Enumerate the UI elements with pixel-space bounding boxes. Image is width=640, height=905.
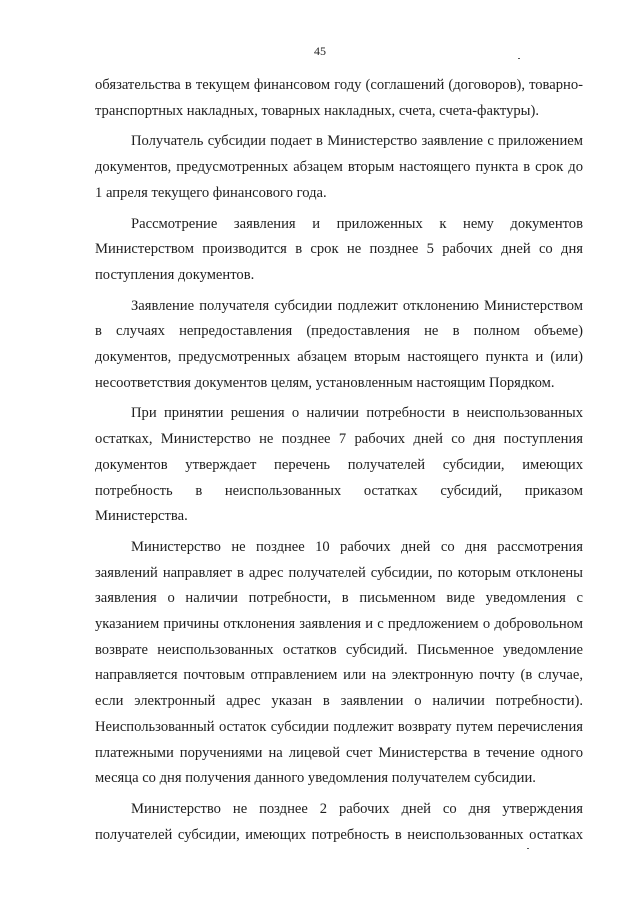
- paragraph: Заявление получателя субсидии подлежит отклонению Министерством в случаях непредоставления (предоставления не в полном объеме) документов, предусмотренных абзацем вторым настоящего пункта и (или) несоответствия документов целям, установленным настоящим Порядком.: [95, 297, 583, 391]
- document-body: [95, 73, 583, 848]
- paragraph: Получатель субсидии подает в Министерство заявление с приложением документов, предусмотренных абзацем вторым настоящего пункта в срок до 1 апреля текущего финансового года.: [95, 133, 583, 201]
- paragraph: Рассмотрение заявления и приложенных к нему документов Министерством производится в срок не позднее 5 рабочих дней со дня поступления документов.: [95, 215, 583, 283]
- scan-speck: [518, 58, 520, 59]
- paragraph: обязательства в текущем финансовом году (соглашений (договоров), товарно-транспортных накладных, товарных накладных, счета, счета-фактуры).: [95, 77, 583, 119]
- page-number: 45: [314, 44, 326, 58]
- paragraph: При принятии решения о наличии потребности в неиспользованных остатках, Министерство не позднее 7 рабочих дней со дня поступления документов утверждает перечень получателей субсидии, имеющих потребность в неиспользованных остатках субсидий, приказом Министерства.: [95, 405, 583, 525]
- paragraph: Министерство не позднее 2 рабочих дней со дня утверждения получателей субсидии, имеющих потребность в неиспользованных остатках: [95, 800, 583, 843]
- paragraph: Министерство не позднее 10 рабочих дней со дня рассмотрения заявлений направляет в адрес получателей субсидии, по которым отклонены заявления о наличии потребности, в письменном виде уведомления с указанием причины отклонения заявления и с предложением о добровольном возврате неиспользованных остатков субсидий. Письменное уведомление направляется почтовым отправлением или на электронную почту (в случае, если электронный адрес указан в заявлении о наличии потребности). Неиспользованный остаток субсидии подлежит возврату путем перечисления платежными поручениями на лицевой счет Министерства в течение одного месяца со дня получения данного уведомления получателем субсидии.: [95, 538, 583, 787]
